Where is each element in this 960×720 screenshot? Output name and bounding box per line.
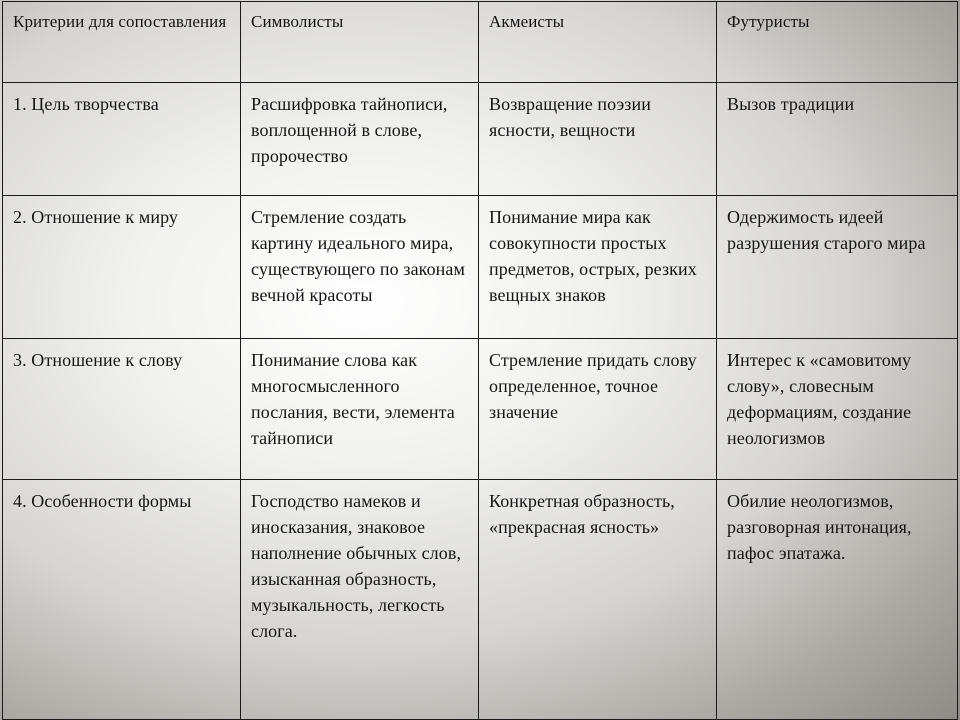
header-criteria: Критерии для сопоставления (3, 2, 241, 83)
symbolists-cell: Расшифровка тайнописи, воплощенной в слове, пророчество (241, 83, 479, 196)
symbolists-cell: Стремление создать картину идеального мира, существующего по законам вечной красоты (241, 196, 479, 339)
futurists-cell: Вызов традиции (717, 83, 958, 196)
criterion-cell: 3. Отношение к слову (3, 339, 241, 480)
header-row (3, 2, 958, 83)
table-row (3, 480, 958, 720)
criterion-cell: 1. Цель творчества (3, 83, 241, 196)
criterion-cell: 4. Особенности формы (3, 480, 241, 720)
symbolists-cell: Понимание слова как многосмысленного послания, вести, элемента тайнописи (241, 339, 479, 480)
criterion-cell: 2. Отношение к миру (3, 196, 241, 339)
symbolists-cell: Господство намеков и иносказания, знаковое наполнение обычных слов, изысканная образность, музыкальность, легкость слога. (241, 480, 479, 720)
header-symbolists: Символисты (241, 2, 479, 83)
futurists-cell: Интерес к «самовитому слову», словесным деформациям, создание неологизмов (717, 339, 958, 480)
comparison-table (2, 1, 958, 720)
table-row (3, 83, 958, 196)
acmeists-cell: Возвращение поэзии ясности, вещности (479, 83, 717, 196)
header-acmeists: Акмеисты (479, 2, 717, 83)
futurists-cell: Обилие неологизмов, разговорная интонация, пафос эпатажа. (717, 480, 958, 720)
table-row (3, 196, 958, 339)
acmeists-cell: Стремление придать слову определенное, точное значение (479, 339, 717, 480)
table-row (3, 339, 958, 480)
acmeists-cell: Конкретная образность, «прекрасная ясность» (479, 480, 717, 720)
acmeists-cell: Понимание мира как совокупности простых предметов, острых, резких вещных знаков (479, 196, 717, 339)
futurists-cell: Одержимость идеей разрушения старого мира (717, 196, 958, 339)
header-futurists: Футуристы (717, 2, 958, 83)
